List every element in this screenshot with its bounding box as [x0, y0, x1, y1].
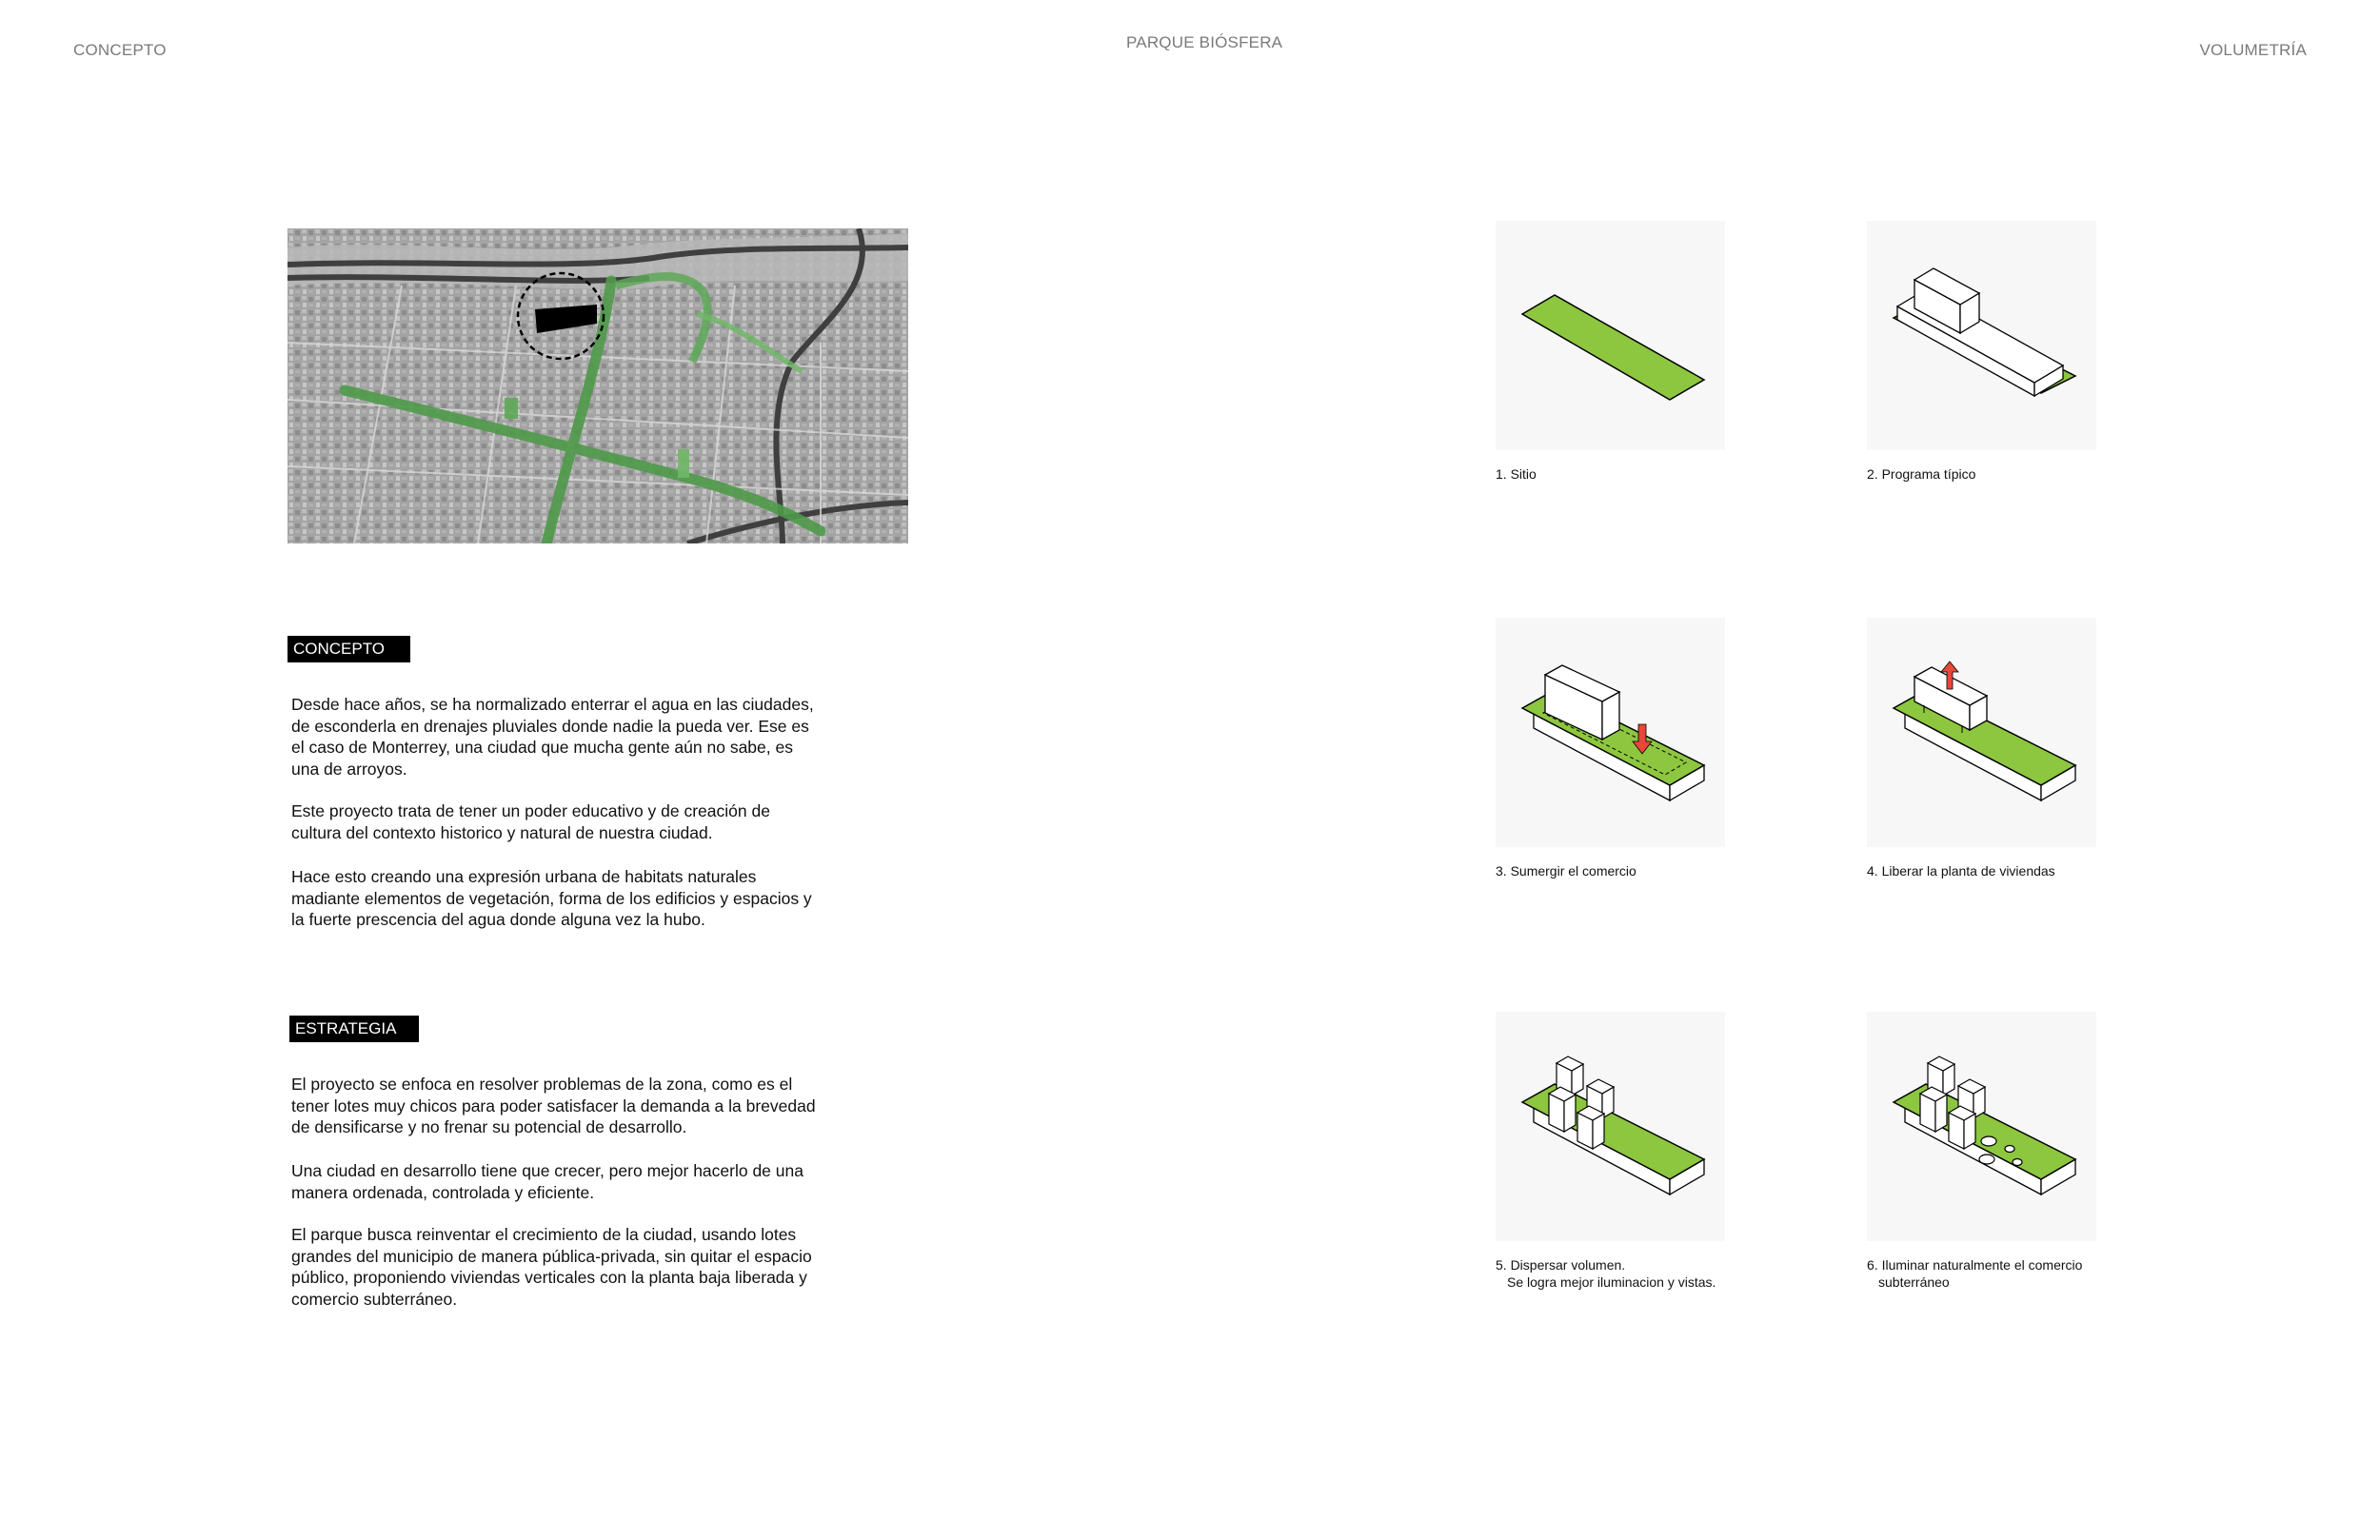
concept-paragraph-1: Desde hace años, se ha normalizado enterrar el agua en las ciudades, de esconderla en drenajes pluviales donde nadie la pueda ver. Ese es el caso de Monterrey, una ciudad que mucha gente aún no sabe, es una de arroyos.: [291, 695, 814, 779]
diagram-caption-6: 6. Iluminar naturalmente el comercio subterráneo: [1867, 1257, 2083, 1290]
strategy-paragraph-1: El proyecto se enfoca en resolver problemas de la zona, como es el tener lotes muy chicos para poder satisfacer la demanda a la brevedad de densificarse y no frenar su potencial de desarrollo.: [291, 1075, 816, 1136]
concept-paragraph-3: Hace esto creando una expresión urbana de habitats naturales madiante elementos de vegetación, forma de los edificios y espacios y la fuerte prescencia del agua donde alguna vez la hubo.: [291, 867, 812, 929]
diagram-iluminar-comercio: [1867, 1012, 2096, 1241]
diagram-caption-5: 5. Dispersar volumen. Se logra mejor iluminacion y vistas.: [1496, 1257, 1716, 1290]
diagram-programa-tipico: [1867, 221, 2096, 450]
diagram-caption-1: 1. Sitio: [1496, 466, 1537, 482]
diagram-caption-4: 4. Liberar la planta de viviendas: [1867, 863, 2055, 879]
header-title: PARQUE BIÓSFERA: [1126, 33, 1283, 51]
diagram-caption-2: 2. Programa típico: [1867, 466, 1976, 482]
diagram-sitio: [1496, 221, 1725, 450]
strategy-paragraph-2: Una ciudad en desarrollo tiene que crecer, pero mejor hacerlo de una manera ordenada, controlada y eficiente.: [291, 1161, 803, 1202]
header-right: VOLUMETRÍA: [2199, 41, 2307, 59]
strategy-paragraph-3: El parque busca reinventar el crecimiento de la ciudad, usando lotes grandes del municipio de manera pública-privada, sin quitar el espacio público, proponiendo viviendas verticales con la planta baja liberada y comercio subterráneo.: [291, 1225, 812, 1309]
section-tag-concepto: CONCEPTO: [288, 636, 410, 662]
diagram-caption-3: 3. Sumergir el comercio: [1496, 863, 1636, 879]
concept-paragraph-2: Este proyecto trata de tener un poder educativo y de creación de cultura del contexto historico y natural de nuestra ciudad.: [291, 801, 770, 842]
diagram-sumergir-comercio: [1496, 618, 1725, 847]
diagram-dispersar-volumen: [1496, 1012, 1725, 1241]
header-left: CONCEPTO: [73, 41, 167, 59]
diagram-liberar-planta: [1867, 618, 2096, 847]
site-map-image: [288, 228, 908, 543]
section-tag-estrategia: ESTRATEGIA: [289, 1016, 419, 1042]
